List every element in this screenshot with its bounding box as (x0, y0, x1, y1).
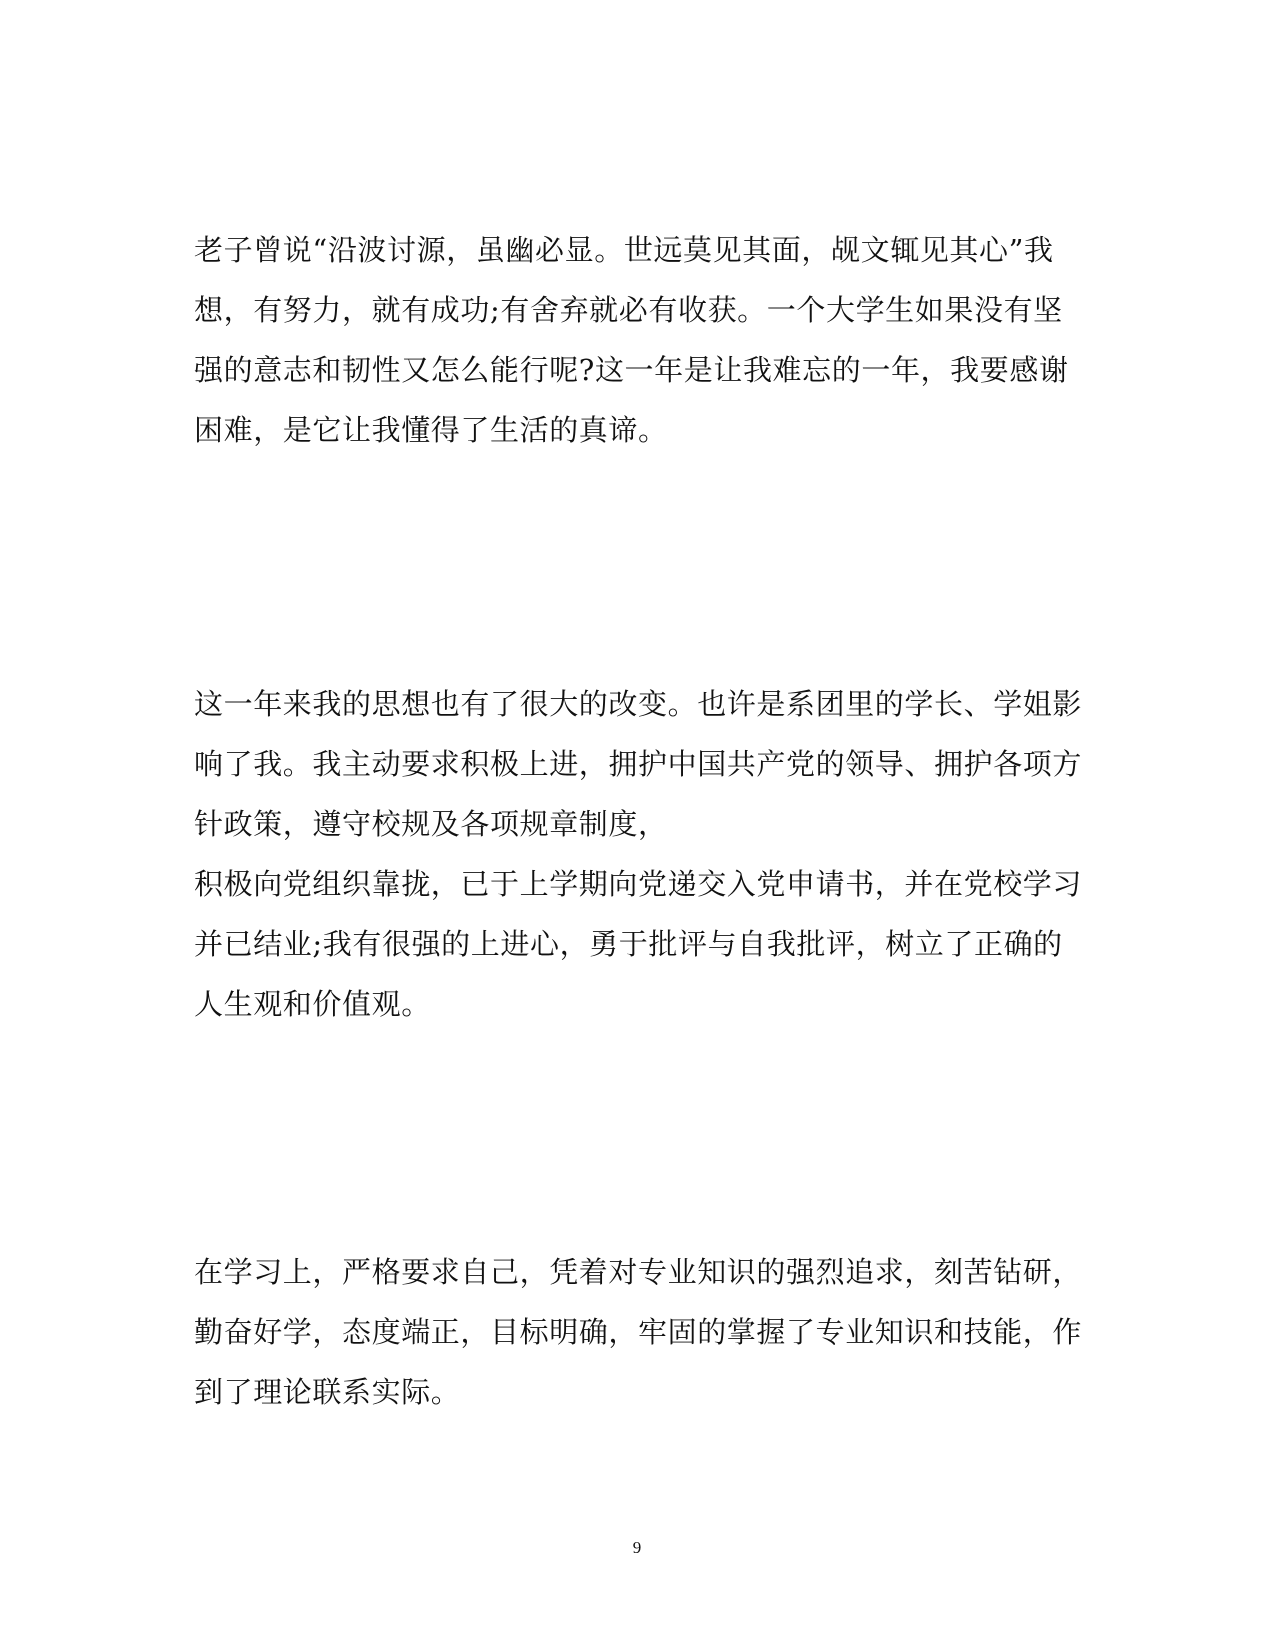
paragraph-line: 老子曾说“沿波讨源，虽幽必显。世远莫见其面，觇文辄见其心”我 (194, 233, 1054, 267)
paragraph-line: 在学习上，严格要求自己，凭着对专业知识的强烈追求，刻苦钻研， (194, 1255, 1083, 1289)
paragraph-line: 并已结业;我有很强的上进心，勇于批评与自我批评，树立了正确的 (194, 927, 1063, 961)
paragraph-line: 这一年来我的思想也有了很大的改变。也许是系团里的学长、学姐影 (194, 687, 1083, 721)
paragraph-line: 响了我。我主动要求积极上进，拥护中国共产党的领导、拥护各项方 (194, 747, 1083, 781)
paragraph-line: 积极向党组织靠拢，已于上学期向党递交入党申请书，并在党校学习 (194, 867, 1083, 901)
paragraph-line: 强的意志和韧性又怎么能行呢?这一年是让我难忘的一年，我要感谢 (194, 353, 1069, 387)
paragraph-line: 针政策，遵守校规及各项规章制度， (194, 807, 668, 841)
paragraph-line: 勤奋好学，态度端正，目标明确，牢固的掌握了专业知识和技能，作 (194, 1315, 1083, 1349)
paragraph-line: 想，有努力，就有成功;有舍弃就必有收获。一个大学生如果没有坚 (194, 293, 1063, 327)
paragraph-line: 人生观和价值观。 (194, 987, 431, 1021)
paragraph-line: 困难，是它让我懂得了生活的真谛。 (194, 413, 668, 447)
page-number: 9 (632, 1538, 642, 1557)
paragraph-line: 到了理论联系实际。 (194, 1375, 461, 1409)
